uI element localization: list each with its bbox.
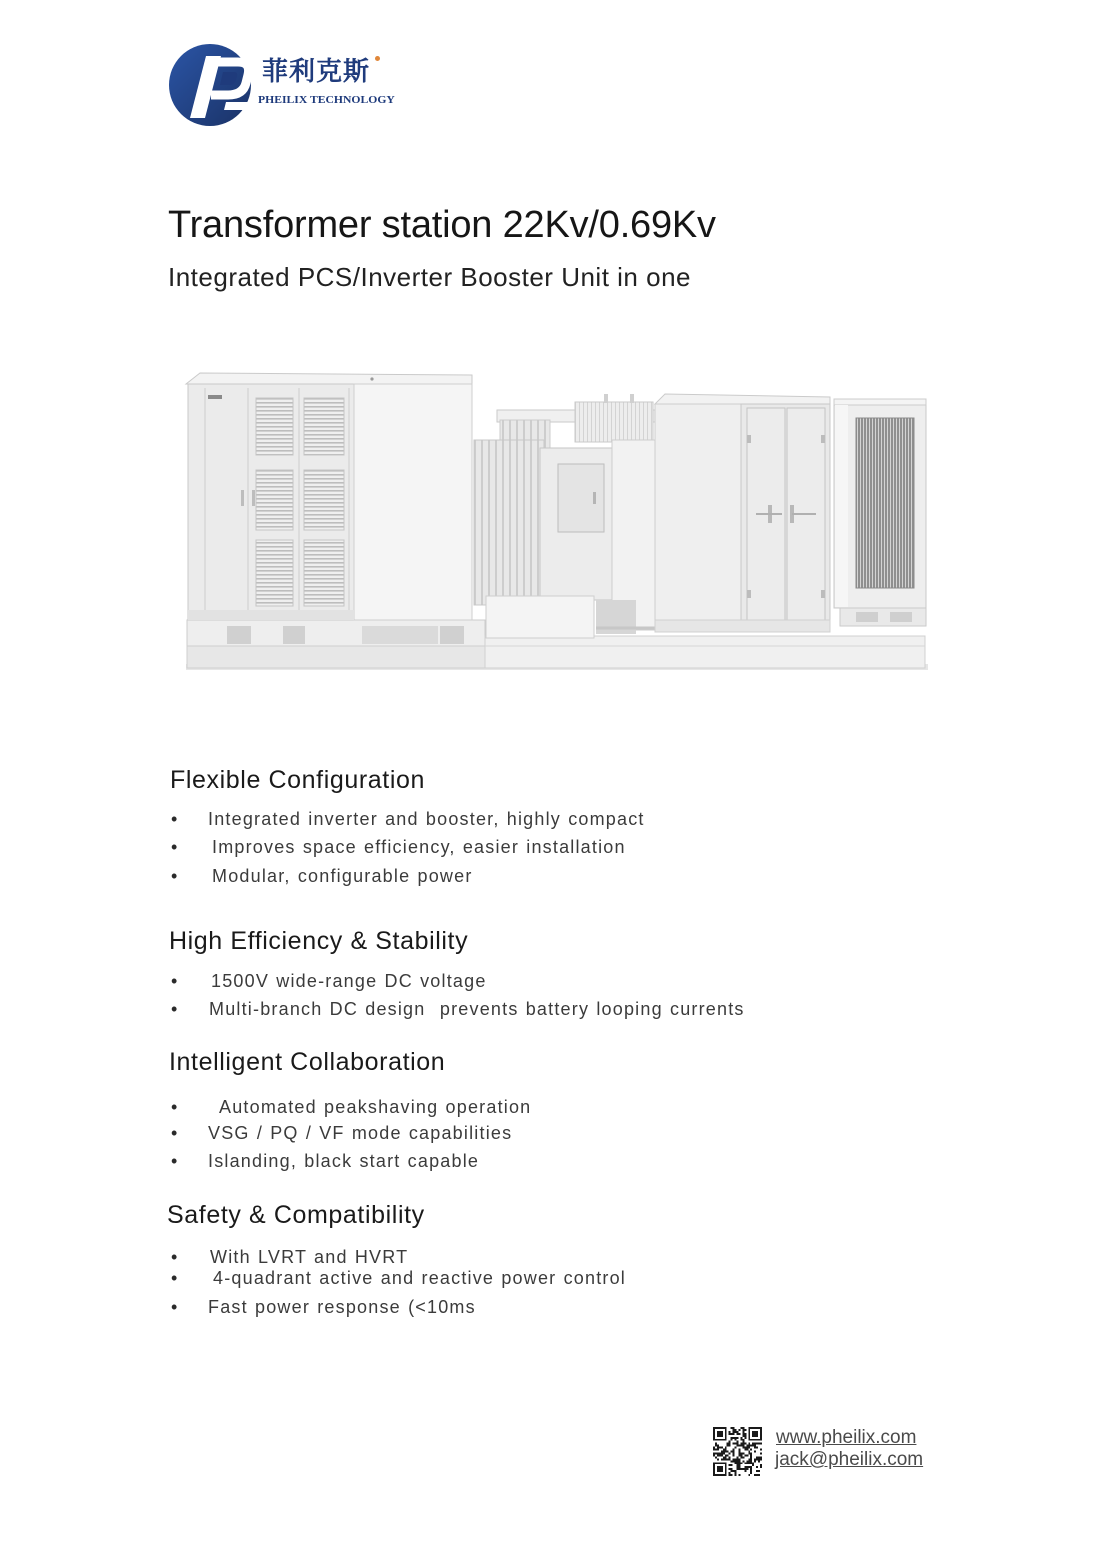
qr-module [760, 1456, 762, 1458]
qr-module [740, 1437, 742, 1439]
qr-module [715, 1452, 717, 1454]
qr-module [735, 1439, 737, 1441]
qr-module [740, 1445, 742, 1447]
qr-module [717, 1454, 719, 1456]
qr-module [723, 1458, 725, 1460]
website-link[interactable]: www.pheilix.com [776, 1427, 917, 1448]
qr-module [742, 1431, 744, 1433]
qr-module [735, 1458, 737, 1460]
qr-module [729, 1445, 731, 1447]
qr-module [760, 1466, 762, 1468]
qr-module [738, 1452, 740, 1454]
qr-module [729, 1458, 731, 1460]
pheilix-p-logo-icon [168, 42, 254, 128]
qr-module [733, 1437, 735, 1439]
qr-module [748, 1452, 750, 1454]
qr-module [713, 1452, 715, 1454]
qr-module [735, 1462, 737, 1464]
qr-module [733, 1452, 735, 1454]
qr-module [735, 1472, 737, 1474]
qr-module [758, 1456, 760, 1458]
qr-module [746, 1460, 748, 1462]
qr-module [752, 1445, 754, 1447]
qr-module [756, 1470, 758, 1472]
bullet-marker: • [171, 1097, 178, 1117]
list-item [0, 1098, 1102, 1116]
qr-module [748, 1462, 750, 1464]
qr-module [758, 1443, 760, 1445]
qr-module [713, 1454, 715, 1456]
qr-module [738, 1433, 740, 1435]
qr-module [748, 1451, 750, 1453]
qr-module [742, 1456, 744, 1458]
qr-module [752, 1443, 754, 1445]
list-item-text: 4-quadrant active and reactive power control [213, 1268, 627, 1288]
qr-module [742, 1435, 744, 1437]
qr-module [754, 1460, 756, 1462]
qr-module [750, 1470, 752, 1472]
qr-module [748, 1474, 750, 1476]
qr-module [758, 1458, 760, 1460]
list-item [0, 1248, 1102, 1266]
bullet-marker: • [171, 1151, 178, 1171]
qr-module [733, 1451, 735, 1453]
qr-module [740, 1468, 742, 1470]
qr-module [733, 1427, 735, 1429]
qr-module [738, 1474, 740, 1476]
qr-module [737, 1468, 739, 1470]
list-item [0, 1298, 1102, 1316]
qr-module [746, 1454, 748, 1456]
qr-module [737, 1445, 739, 1447]
qr-module [721, 1454, 723, 1456]
qr-module [727, 1451, 729, 1453]
qr-module [737, 1464, 739, 1466]
qr-module [731, 1439, 733, 1441]
qr-module [760, 1443, 762, 1445]
qr-module [738, 1462, 740, 1464]
qr-module [750, 1456, 752, 1458]
list-item-text: Fast power response (<10ms [208, 1297, 476, 1317]
qr-module [729, 1443, 731, 1445]
qr-module [729, 1468, 731, 1470]
qr-module [717, 1445, 719, 1447]
section-heading-high-efficiency-stability: High Efficiency & Stability [169, 927, 469, 955]
qr-module [717, 1458, 719, 1460]
qr-module [738, 1466, 740, 1468]
qr-module [733, 1458, 735, 1460]
qr-module [746, 1445, 748, 1447]
qr-module [723, 1449, 725, 1451]
qr-module [748, 1443, 750, 1445]
qr-module [750, 1472, 752, 1474]
list-item-text: Modular, configurable power [212, 866, 473, 886]
qr-module [725, 1458, 727, 1460]
qr-module [742, 1433, 744, 1435]
qr-module [721, 1447, 723, 1449]
qr-module [723, 1456, 725, 1458]
qr-module [725, 1454, 727, 1456]
qr-module [742, 1468, 744, 1470]
bullet-marker: • [171, 866, 178, 886]
qr-module [738, 1449, 740, 1451]
list-item-text: Improves space efficiency, easier installation [212, 837, 626, 857]
qr-module [729, 1472, 731, 1474]
qr-module [742, 1452, 744, 1454]
list-item [0, 1000, 1102, 1018]
bullet-marker: • [171, 1247, 178, 1267]
bullet-marker: • [171, 1123, 178, 1143]
qr-module [737, 1466, 739, 1468]
qr-module [746, 1466, 748, 1468]
qr-module [758, 1460, 760, 1462]
list-item [0, 867, 1102, 885]
qr-module [744, 1435, 746, 1437]
cooling-unit [834, 399, 926, 626]
bullet-marker: • [171, 1297, 178, 1317]
qr-module [725, 1456, 727, 1458]
qr-module [738, 1451, 740, 1453]
list-item-text: Integrated inverter and booster, highly compact [208, 809, 645, 829]
qr-module [723, 1452, 725, 1454]
qr-module [725, 1447, 727, 1449]
qr-module [742, 1443, 744, 1445]
qr-module [754, 1451, 756, 1453]
qr-module [750, 1466, 752, 1468]
list-item [0, 1152, 1102, 1170]
qr-module [737, 1431, 739, 1433]
qr-module [727, 1445, 729, 1447]
logo-name-cn: 菲利克斯 [262, 57, 371, 87]
bullet-marker: • [171, 971, 178, 991]
qr-module [735, 1474, 737, 1476]
qr-module [715, 1445, 717, 1447]
qr-module [721, 1458, 723, 1460]
bullet-marker: • [171, 999, 178, 1019]
qr-module [744, 1470, 746, 1472]
inverter-cabinet [186, 373, 472, 620]
qr-module [740, 1456, 742, 1458]
qr-module [731, 1474, 733, 1476]
qr-module [713, 1449, 715, 1451]
qr-module [754, 1458, 756, 1460]
qr-module [729, 1433, 731, 1435]
qr-module [738, 1458, 740, 1460]
qr-module [740, 1452, 742, 1454]
qr-module [733, 1431, 735, 1433]
qr-module [737, 1433, 739, 1435]
qr-module [727, 1458, 729, 1460]
qr-module [733, 1470, 735, 1472]
qr-module [760, 1449, 762, 1451]
qr-module [735, 1443, 737, 1445]
qr-module [750, 1462, 752, 1464]
list-item-text: With LVRT and HVRT [210, 1247, 409, 1267]
qr-module [729, 1441, 731, 1443]
qr-module [733, 1443, 735, 1445]
qr-module [735, 1470, 737, 1472]
list-item-text: Islanding, black start capable [208, 1151, 480, 1171]
qr-module [744, 1437, 746, 1439]
qr-module [760, 1452, 762, 1454]
qr-module [746, 1468, 748, 1470]
list-item-text: 1500V wide-range DC voltage [211, 971, 487, 991]
qr-module [731, 1437, 733, 1439]
qr-module [715, 1456, 717, 1458]
list-item-text: Multi-branch DC design prevents battery looping currents [209, 999, 745, 1019]
qr-module [758, 1470, 760, 1472]
qr-module [750, 1468, 752, 1470]
qr-module [731, 1460, 733, 1462]
qr-module [746, 1462, 748, 1464]
registered-dot-icon [375, 56, 380, 61]
qr-module [737, 1458, 739, 1460]
section-heading-safety-compatibility: Safety & Compatibility [167, 1201, 425, 1229]
list-item-text: VSG / PQ / VF mode capabilities [208, 1123, 513, 1143]
qr-module [754, 1443, 756, 1445]
qr-module [748, 1447, 750, 1449]
qr-module [731, 1470, 733, 1472]
qr-module [717, 1447, 719, 1449]
qr-module [750, 1452, 752, 1454]
qr-module [733, 1460, 735, 1462]
bullet-marker: • [171, 1268, 178, 1288]
qr-module [756, 1466, 758, 1468]
qr-module [735, 1437, 737, 1439]
email-link[interactable]: jack@pheilix.com [775, 1449, 924, 1470]
qr-module [737, 1460, 739, 1462]
qr-module [742, 1445, 744, 1447]
qr-module [756, 1447, 758, 1449]
section-heading-flexible-configuration: Flexible Configuration [170, 766, 425, 794]
qr-module [754, 1447, 756, 1449]
qr-module [754, 1474, 756, 1476]
qr-module [740, 1462, 742, 1464]
transformer-station-illustration [180, 360, 940, 680]
page-title: Transformer station 22Kv/0.69Kv [168, 204, 716, 246]
qr-module [735, 1431, 737, 1433]
list-item [0, 972, 1102, 990]
qr-module [715, 1449, 717, 1451]
qr-module [715, 1443, 717, 1445]
qr-module [750, 1445, 752, 1447]
list-item [0, 1124, 1102, 1142]
qr-module [731, 1464, 733, 1466]
qr-module [731, 1451, 733, 1453]
qr-module [740, 1454, 742, 1456]
qr-module [744, 1429, 746, 1431]
qr-module [750, 1460, 752, 1462]
qr-module [731, 1427, 733, 1429]
qr-module [737, 1443, 739, 1445]
qr-module [733, 1454, 735, 1456]
qr-module [752, 1464, 754, 1466]
qr-module [742, 1447, 744, 1449]
qr-module [719, 1452, 721, 1454]
switchgear-cabinet [655, 394, 830, 632]
qr-module [727, 1443, 729, 1445]
qr-module [738, 1464, 740, 1466]
qr-module [748, 1460, 750, 1462]
page-subtitle: Integrated PCS/Inverter Booster Unit in one [168, 262, 691, 292]
qr-module [725, 1449, 727, 1451]
qr-module [744, 1454, 746, 1456]
section-heading-intelligent-collaboration: Intelligent Collaboration [169, 1048, 446, 1076]
qr-module [735, 1460, 737, 1462]
qr-module [729, 1431, 731, 1433]
list-item [0, 810, 1102, 828]
qr-module [756, 1458, 758, 1460]
qr-module [737, 1456, 739, 1458]
qr-module [737, 1462, 739, 1464]
qr-module [748, 1466, 750, 1468]
qr-module [731, 1468, 733, 1470]
qr-module [729, 1474, 731, 1476]
qr-module [723, 1451, 725, 1453]
qr-module [758, 1474, 760, 1476]
qr-module [713, 1447, 715, 1449]
qr-module [738, 1429, 740, 1431]
qr-module [750, 1458, 752, 1460]
qr-code-icon [713, 1427, 762, 1476]
list-item [0, 838, 1102, 856]
qr-module [746, 1449, 748, 1451]
qr-module [738, 1468, 740, 1470]
qr-module [740, 1439, 742, 1441]
qr-module [719, 1447, 721, 1449]
qr-module [746, 1447, 748, 1449]
list-item [0, 1269, 1102, 1287]
qr-module [740, 1443, 742, 1445]
qr-module [729, 1452, 731, 1454]
qr-module [738, 1460, 740, 1462]
qr-module [748, 1445, 750, 1447]
qr-module [721, 1452, 723, 1454]
qr-module [717, 1452, 719, 1454]
qr-module [721, 1451, 723, 1453]
qr-module [756, 1474, 758, 1476]
qr-module [744, 1468, 746, 1470]
qr-module [748, 1458, 750, 1460]
qr-module [750, 1454, 752, 1456]
qr-module [735, 1429, 737, 1431]
qr-module [735, 1447, 737, 1449]
qr-module [752, 1462, 754, 1464]
bullet-marker: • [171, 809, 178, 829]
logo-name-en: PHEILIX TECHNOLOGY [258, 94, 395, 106]
qr-module [742, 1460, 744, 1462]
qr-module [744, 1447, 746, 1449]
qr-module [742, 1427, 744, 1429]
qr-module [737, 1437, 739, 1439]
qr-module [744, 1449, 746, 1451]
qr-module [737, 1441, 739, 1443]
qr-module [733, 1433, 735, 1435]
qr-module [727, 1454, 729, 1456]
qr-module [742, 1439, 744, 1441]
qr-module [742, 1429, 744, 1431]
qr-module [738, 1454, 740, 1456]
qr-module [744, 1443, 746, 1445]
qr-module [754, 1445, 756, 1447]
bullet-marker: • [171, 837, 178, 857]
qr-module [733, 1429, 735, 1431]
qr-module [733, 1449, 735, 1451]
qr-module [738, 1445, 740, 1447]
qr-module [760, 1464, 762, 1466]
qr-module [744, 1433, 746, 1435]
qr-module [719, 1454, 721, 1456]
qr-module [729, 1456, 731, 1458]
qr-module [744, 1466, 746, 1468]
qr-module [729, 1464, 731, 1466]
qr-module [760, 1458, 762, 1460]
qr-module [742, 1441, 744, 1443]
qr-module [744, 1462, 746, 1464]
qr-module [756, 1456, 758, 1458]
qr-module [731, 1433, 733, 1435]
qr-module [740, 1427, 742, 1429]
qr-module [725, 1451, 727, 1453]
qr-module [756, 1443, 758, 1445]
list-item-text: Automated peakshaving operation [219, 1097, 532, 1117]
qr-module [750, 1449, 752, 1451]
qr-module [717, 1449, 719, 1451]
